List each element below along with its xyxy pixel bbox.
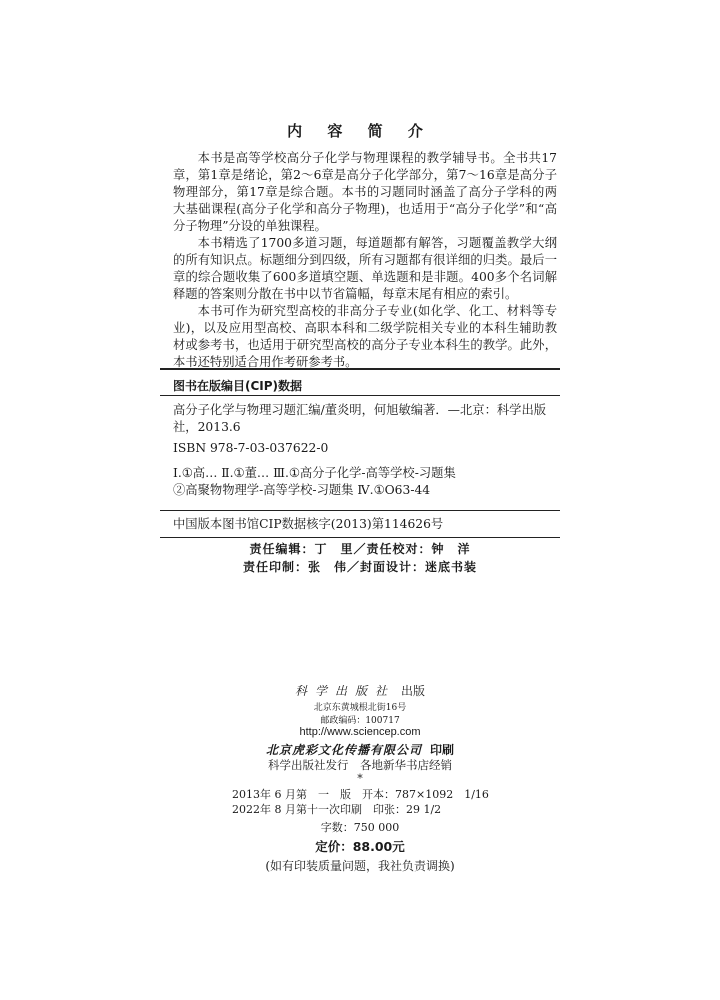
cip-record [173,402,557,499]
staff-credits-line-2: 责任印制：张 伟／封面设计：迷底书装 [242,560,477,574]
section-divider [160,368,560,370]
cip-subjects-line-2: ②高聚物物理学-高等学校-习题集 Ⅳ.①O63-44 [173,483,431,497]
cip-end-rule [160,537,560,538]
distribution-line: 科学出版社发行 各地新华书店经销 [268,758,452,772]
publisher-zip: 邮政编码：100717 [320,716,400,726]
cip-verification: 中国版本图书馆CIP数据核字(2013)第114626号 [173,517,444,531]
staff-credits-line-1: 责任编辑：丁 里／责任校对：钟 洋 [249,542,471,556]
edition-line-1: 2013年 6 月第 一 版 开本：787×1092 1/16 [232,788,489,801]
publisher-seal: 科学出版社 [294,684,395,698]
intro-paragraph: 本书可作为研究型高校的非高分子专业(如化学、化工、材料等专业)，以及应用型高校、高职本科和二级学院相关专业的本科生辅助教材或参考书，也适用于研究型高校的高分子专业本科生的教学。此外，本书还特别适合用作考研参考书。 [173,304,557,369]
intro-paragraph: 本书精选了1700多道习题，每道题都有解答，习题覆盖教学大纲的所有知识点。标题细分到四级，所有习题都有很详细的归类。最后一章的综合题收集了600多道填空题、单选题和是非题。400多个名词解释题的答案则分散在书中以节省篇幅，每章末尾有相应的索引。 [173,236,557,301]
printer-line [0,741,720,758]
cip-bottom-rule [160,510,560,511]
intro-paragraph: 本书是高等学校高分子化学与物理课程的教学辅导书。全书共17章，第1章是绪论，第2～6章是高分子化学部分，第7～16章是高分子物理部分，第17章是综合题。本书的习题同时涵盖了高分子学科的两大基础课程(高分子化学和高分子物理)，也适用于“高分子化学”和“高分子物理”分设的单独课程。 [173,151,557,233]
cip-top-rule [160,395,560,396]
quality-note: (如有印装质量问题，我社负责调换) [265,859,455,873]
printer-suffix: 印刷 [430,743,455,757]
cip-isbn: ISBN 978-7-03-037622-0 [173,441,329,455]
cip-subjects-line-1: Ⅰ.①高… Ⅱ.①董… Ⅲ.①高分子化学-高等学校-习题集 [173,466,456,480]
cip-heading: 图书在版编目(CIP)数据 [173,379,303,393]
intro-section [173,150,557,371]
publisher-line [0,682,720,699]
printer-name: 北京虎彩文化传播有限公司 [265,743,422,757]
word-count: 字数：750 000 [320,821,400,834]
edition-line-2: 2022年 8 月第十一次印刷 印张：29 1/2 [232,803,442,816]
cip-verification-block [173,516,557,533]
publisher-url: http://www.sciencep.com [299,726,421,738]
price: 定价：88.00元 [315,839,405,854]
page-title: 内 容 简 介 [287,122,433,140]
cip-record-entry: 高分子化学与物理习题汇编/董炎明，何旭敏编著．—北京：科学出版社，2013.6 [173,403,547,434]
separator-star: * [357,772,363,785]
publisher-address: 北京东黄城根北街16号 [313,703,407,713]
publisher-suffix: 出版 [401,684,426,698]
